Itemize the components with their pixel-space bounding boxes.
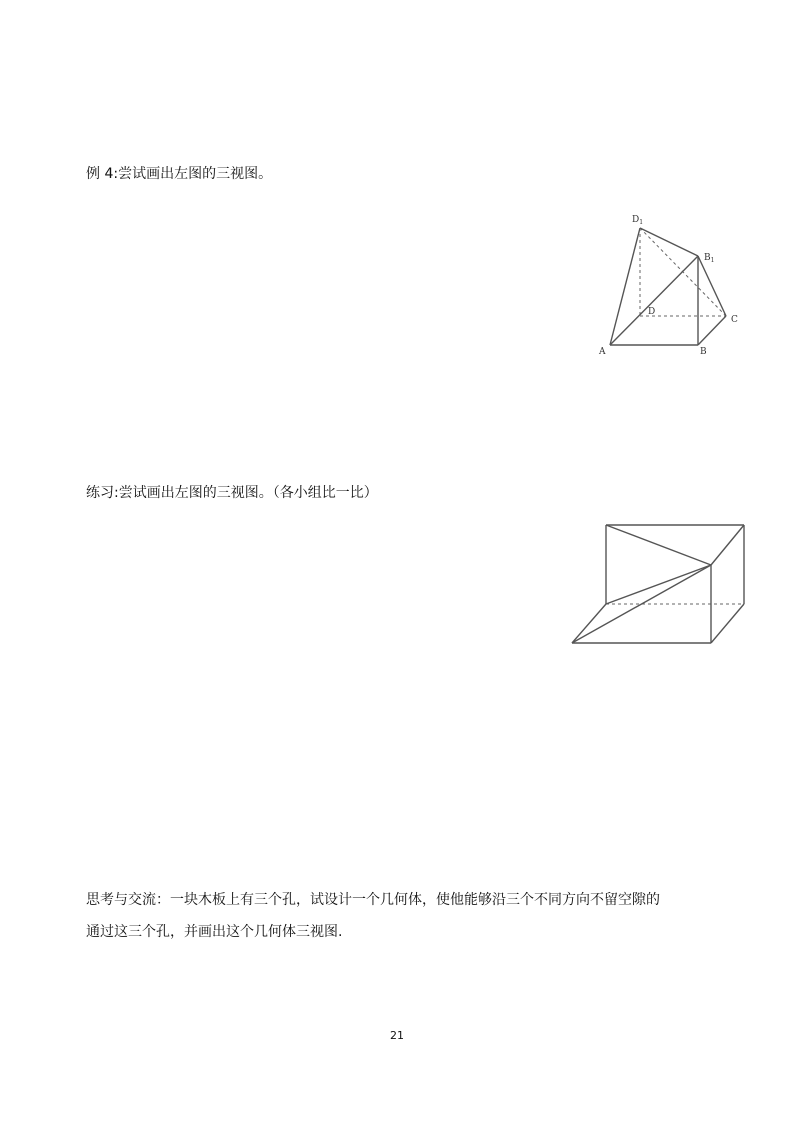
label-d: D (648, 307, 656, 317)
label-c: C (731, 315, 738, 325)
edge-bottom-left-diagonal (572, 604, 606, 643)
pyramid-figure (594, 210, 744, 360)
label-b: B (700, 347, 707, 357)
edge-apex-to-front-left-b (606, 565, 711, 604)
edge-b1-c (698, 256, 726, 316)
example-4-prompt: 例 4:尝试画出左图的三视图。 (86, 166, 273, 182)
think-exchange-line-2: 通过这三个孔，并画出这个几何体三视图. (86, 924, 343, 940)
edge-b-c (698, 316, 726, 345)
edge-a-b1 (610, 256, 698, 345)
think-exchange-line-1: 思考与交流：一块木板上有三个孔，试设计一个几何体，使他能够沿三个不同方向不留空隙的 (86, 892, 660, 908)
label-b1: $B_1$ (704, 253, 715, 264)
edge-top-right-diagonal (711, 525, 744, 565)
edge-a-d1 (610, 228, 640, 345)
edge-back-corner-to-apex (606, 525, 711, 565)
edge-d1-b1 (640, 228, 698, 256)
page-number: 21 (390, 1029, 404, 1042)
practice-prompt: 练习:尝试画出左图的三视图。（各小组比一比） (86, 485, 378, 501)
label-a: A (599, 347, 606, 357)
edge-bottom-right-diagonal (711, 604, 744, 643)
prism-figure (566, 519, 750, 647)
label-d1: $D_1$ (632, 215, 644, 226)
